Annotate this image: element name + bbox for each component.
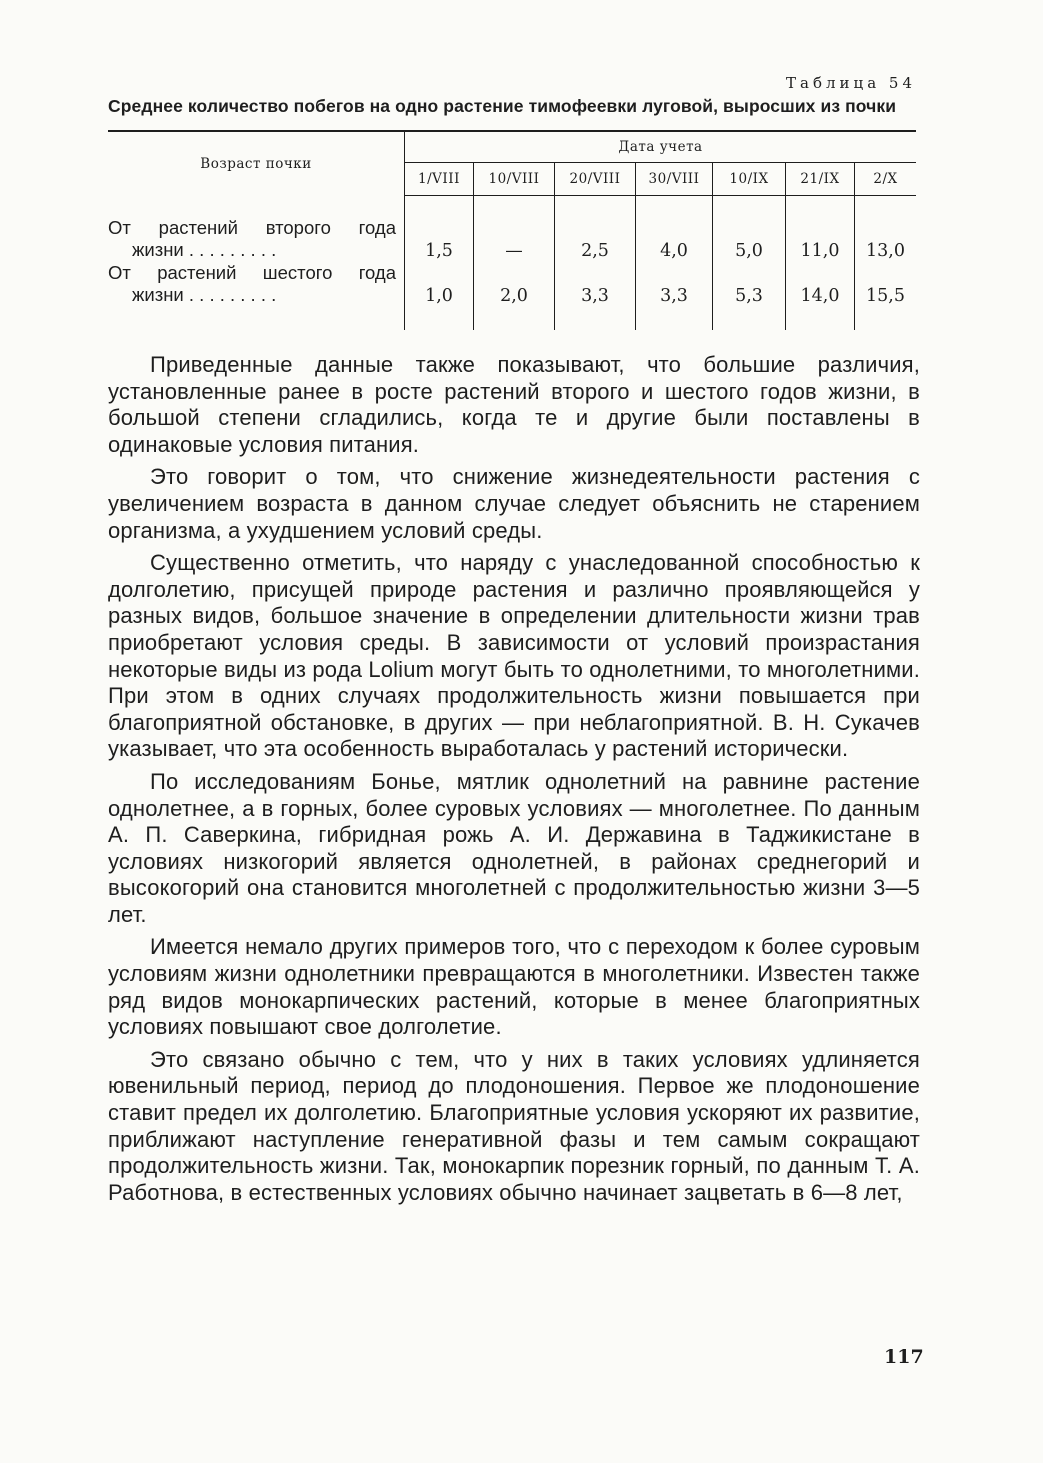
table-cell: 3,3	[636, 261, 713, 330]
column-header: 1/VIII	[405, 163, 474, 196]
table-cell: 13,0	[866, 241, 905, 261]
paragraph: Существенно отметить, что наряду с унаследованной способностью к долголетию, присущей природе растения и различно проявляющейся у разных видов, большое значение в определении длительности жизни трав приобретают условия среды. В зависимости от условий произрастания некоторые виды из рода Lolium могут быть то однолетними, то многолетними. При этом в одних случаях продолжительность жизни повышается при благоприятной обстановке, в других — при неблагоприятной. В. Н. Сукачев указывает, что эта особенность выработалась у растений исторически.	[108, 550, 920, 762]
paragraph: По исследованиям Бонье, мятлик однолетний на равнине растение однолетнее, а в горных, более суровых условиях — многолетнее. По данным А. П. Саверкина, гибридная рожь А. И. Державина в Таджикистане в условиях низкогорий является однолетней, в районах среднегорий и высокогорий она становится многолетней с продолжительностью жизни 3—5 лет.	[108, 768, 920, 927]
table-cell: 1,5	[405, 196, 474, 262]
column-header: 2/X	[855, 163, 917, 196]
table-cell: 5,3	[713, 261, 786, 330]
table-row	[108, 261, 916, 330]
paragraph: Имеется немало других примеров того, что с переходом к более суровым условиям жизни однолетники превращаются в многолетники. Известен также ряд видов монокарпических растений, которые в менее благоприятных условиях повышают свое долголетие.	[108, 934, 920, 1040]
table-cell: 2,0	[474, 261, 555, 330]
table-cell: 14,0	[786, 261, 855, 330]
table-cell: 1,0	[405, 261, 474, 330]
paragraph: Это связано обычно с тем, что у них в таких условиях удлиняется ювенильный период, период до плодоношения. Первое же плодоношение ставит предел их долголетию. Благоприятные условия ускоряют их развитие, приближают наступление генеративной фазы и тем самым сокращают продолжительность жизни. Так, монокарпик порезник горный, по данным Т. А. Работнова, в естественных условиях обычно начинает зацветать в 6—8 лет,	[108, 1046, 920, 1205]
page-number: 117	[884, 1346, 924, 1368]
table-cell: 15,5	[866, 286, 905, 306]
row-label-line: От растений второго года	[108, 217, 396, 238]
table-cell: 11,0	[786, 196, 855, 262]
data-table	[108, 130, 916, 330]
column-header: 20/VIII	[555, 163, 636, 196]
paragraph: Приведенные данные также показывают, что большие различия, установленные ранее в росте растений второго и шестого годов жизни, в большой степени сгладились, когда те и другие были поставлены в одинаковые условия питания.	[108, 352, 920, 457]
table-label: Таблица 54	[786, 74, 916, 92]
table-cell: —	[474, 196, 555, 262]
paragraph: Это говорит о том, что снижение жизнедеятельности растения с увеличением возраста в данном случае следует объяснить не старением организма, а ухудшением условий среды.	[108, 464, 920, 543]
row-label	[108, 261, 405, 330]
table-cell: 2,5	[555, 196, 636, 262]
table-caption: Среднее количество побегов на одно растение тимофеевки луговой, выросших из почки	[108, 96, 897, 116]
table-cell: 5,0	[713, 196, 786, 262]
column-header: 30/VIII	[636, 163, 713, 196]
column-header: 21/IX	[786, 163, 855, 196]
table-cell: 4,0	[636, 196, 713, 262]
page	[108, 74, 920, 1206]
row-label-line: жизни . . . . . . . . .	[132, 239, 277, 260]
row-label-line: жизни . . . . . . . . .	[132, 284, 277, 305]
row-label-line: От растений шестого года	[108, 262, 396, 283]
table-cell: 3,3	[555, 261, 636, 330]
body-text	[108, 352, 920, 1206]
row-label	[108, 196, 405, 262]
column-header: 10/IX	[713, 163, 786, 196]
column-header: 10/VIII	[474, 163, 555, 196]
header-date: Дата учета	[405, 131, 917, 163]
table-row	[108, 196, 916, 262]
header-age: Возраст почки	[108, 131, 405, 196]
